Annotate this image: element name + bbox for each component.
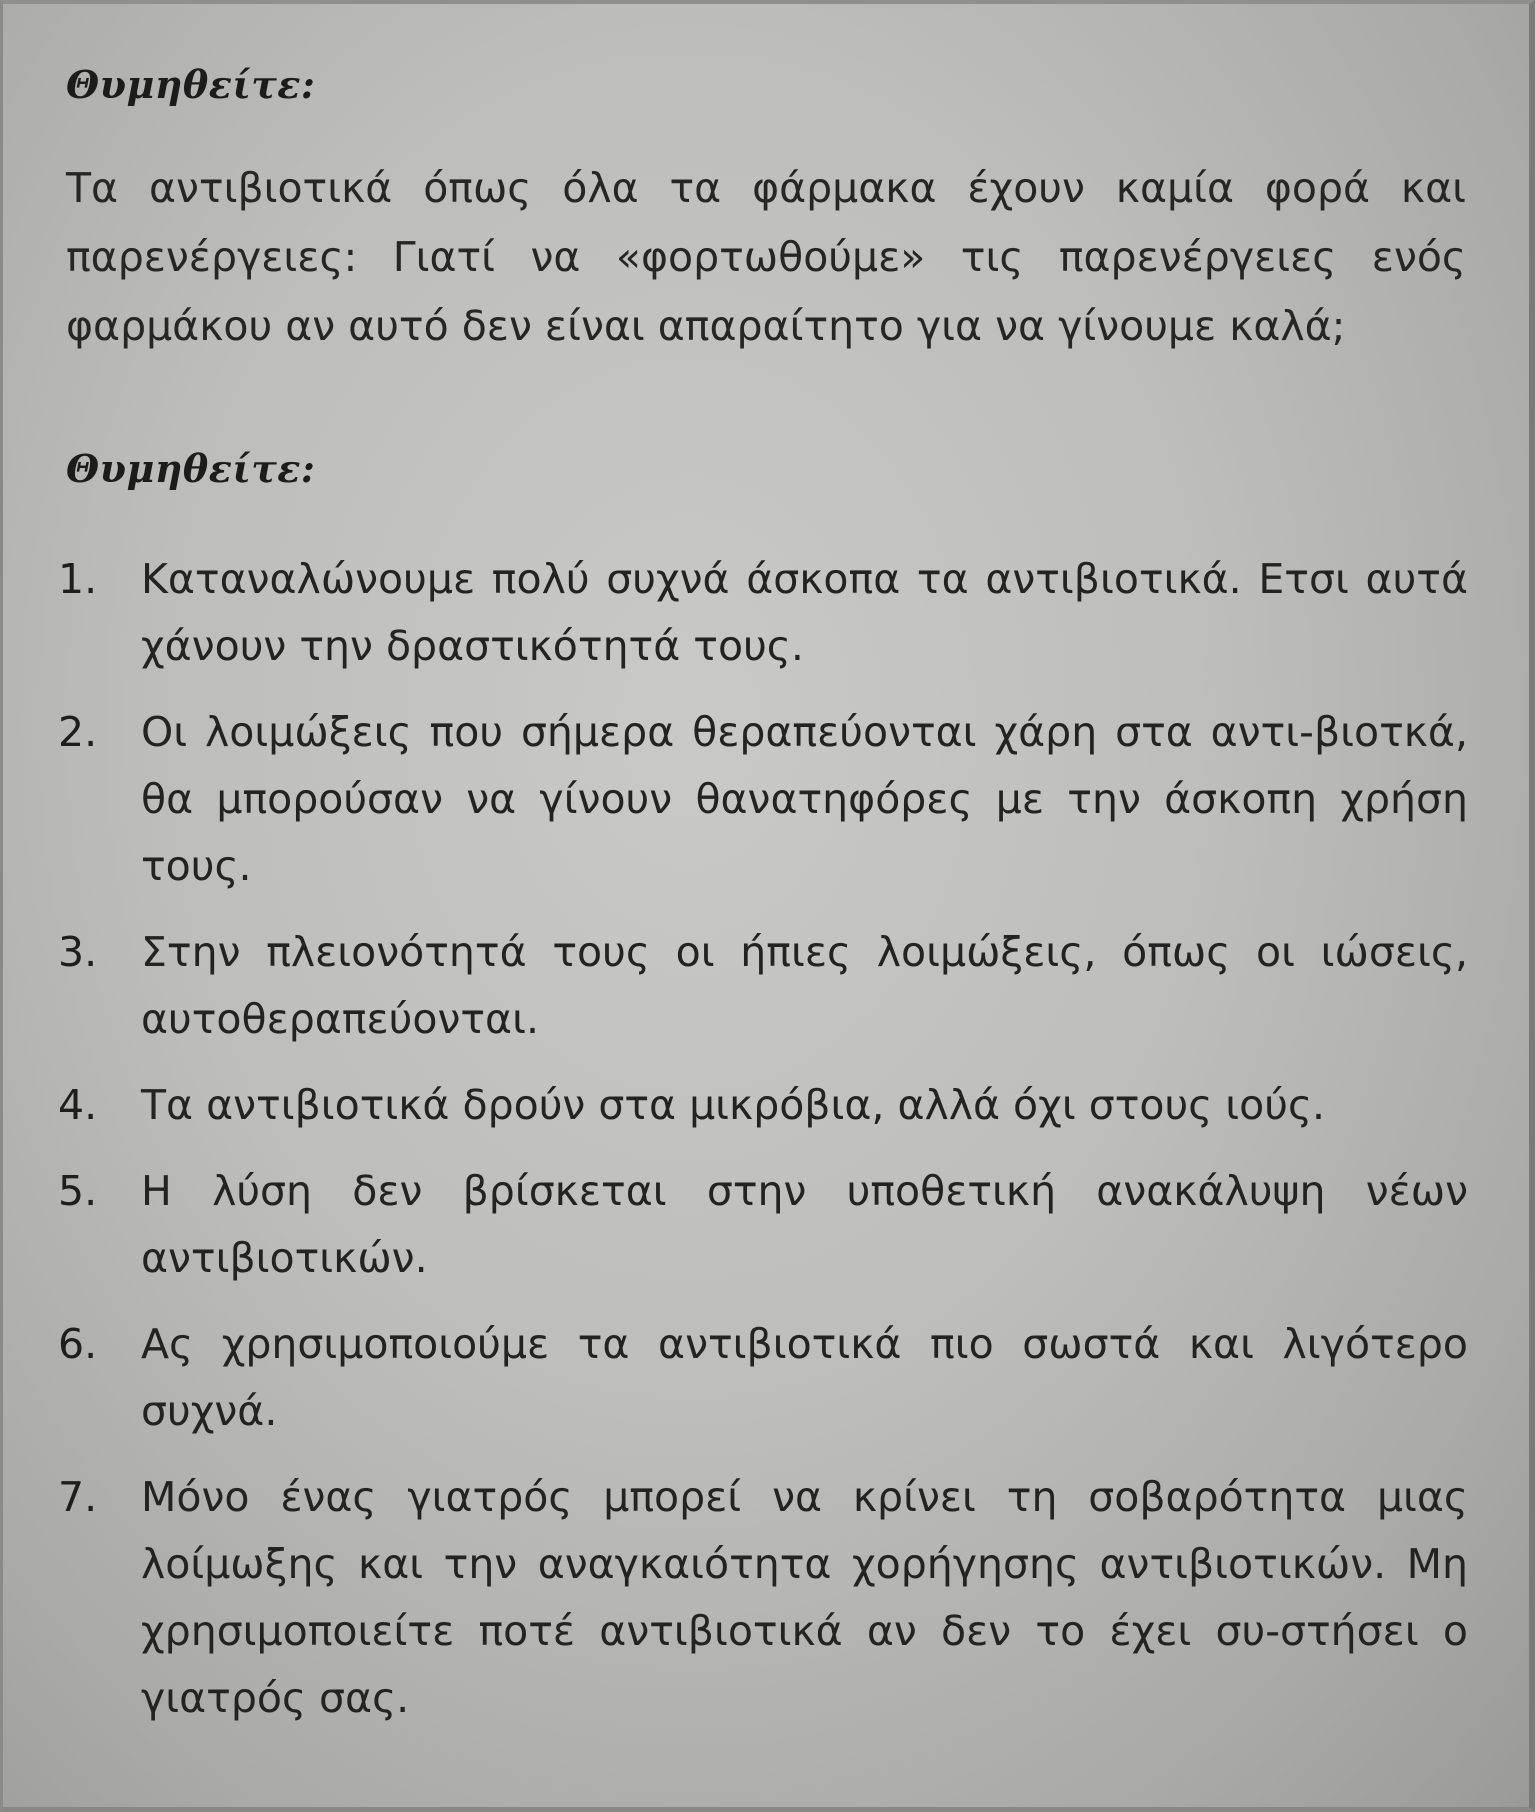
section-heading-1: Θυμηθείτε: xyxy=(66,62,316,107)
list-item-text: Η λύση δεν βρίσκεται στην υποθετική ανακάλυψη νέων αντιβιοτικών. xyxy=(141,1167,1468,1282)
list-item-number: 1. xyxy=(58,555,98,603)
list-item-number: 2. xyxy=(58,708,98,756)
list-item-number: 7. xyxy=(58,1473,98,1521)
list-item-number: 6. xyxy=(58,1320,98,1368)
list-item xyxy=(58,699,1468,900)
reminder-list xyxy=(58,546,1468,1751)
list-item-number: 3. xyxy=(58,928,98,976)
list-item-text: Στην πλειονότητά τους οι ήπιες λοιμώξεις, όπως οι ιώσεις, αυτοθεραπεύονται. xyxy=(141,928,1468,1043)
list-item xyxy=(58,919,1468,1053)
intro-paragraph: Τα αντιβιοτικά όπως όλα τα φάρμακα έχουν καμία φορά και παρενέργειες: Γιατί να «φορτωθούμε» τις παρενέργειες ενός φαρμάκου αν αυτό δεν είναι απαραίτητο για να γίνουμε καλά; xyxy=(66,164,1466,350)
list-item-number: 4. xyxy=(58,1081,98,1129)
list-item xyxy=(58,1311,1468,1445)
list-item xyxy=(58,1158,1468,1292)
list-item xyxy=(58,1072,1468,1139)
list-item-text: Οι λοιμώξεις που σήμερα θεραπεύονται χάρη στα αντι-βιοτκά, θα μπορούσαν να γίνουν θανατηφόρες με την άσκοπη χρήση τους. xyxy=(141,708,1468,890)
section-heading-2: Θυμηθείτε: xyxy=(66,446,316,491)
list-item-number: 5. xyxy=(58,1167,98,1215)
list-item xyxy=(58,546,1468,680)
list-item-text: Μόνο ένας γιατρός μπορεί να κρίνει τη σοβαρότητα μιας λοίμωξης και την αναγκαιότητα χορήγησης αντιβιοτικών. Μη χρησιμοποιείτε ποτέ αντιβιοτικά αν δεν το έχει συ-στήσει ο γιατρός σας. xyxy=(141,1473,1468,1722)
list-item-text: Καταναλώνουμε πολύ συχνά άσκοπα τα αντιβιοτικά. Ετσι αυτά χάνουν την δραστικότητά τους. xyxy=(141,555,1468,670)
list-item-text: Ας χρησιμοποιούμε τα αντιβιοτικά πιο σωστά και λιγότερο συχνά. xyxy=(141,1320,1468,1435)
list-item xyxy=(58,1464,1468,1732)
list-item-text: Τα αντιβιοτικά δρούν στα μικρόβια, αλλά όχι στους ιούς. xyxy=(141,1081,1326,1129)
